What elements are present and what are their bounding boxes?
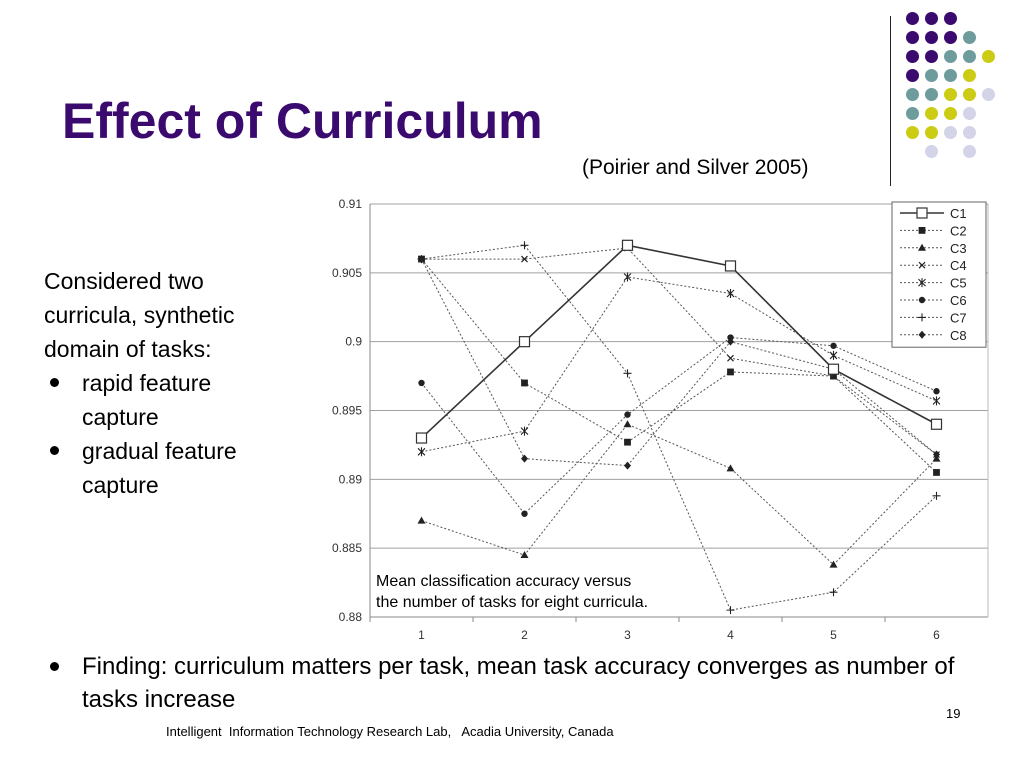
x-tick-label: 2 (521, 628, 528, 642)
point-c5 (521, 427, 528, 436)
point-c5 (830, 351, 837, 360)
bullet-item (44, 434, 294, 502)
point-c3 (418, 517, 426, 524)
decorative-dot (982, 50, 995, 63)
x-tick-label: 4 (727, 628, 734, 642)
decorative-dot (944, 107, 957, 120)
chart-container (318, 190, 994, 650)
series-line-c6 (422, 338, 937, 514)
decorative-dot (944, 31, 957, 44)
bullet-icon (50, 446, 59, 455)
y-tick-label: 0.91 (338, 197, 362, 211)
legend-label-c2: C2 (950, 223, 967, 239)
point-c6 (418, 380, 424, 386)
point-c6 (933, 388, 939, 394)
y-tick-label: 0.89 (338, 472, 362, 487)
x-tick-label: 6 (933, 628, 940, 642)
finding-block (44, 650, 964, 716)
y-tick-label: 0.905 (331, 265, 362, 280)
point-c3 (727, 464, 735, 471)
decorative-dot (925, 12, 938, 25)
decorative-dot (963, 69, 976, 82)
citation: (Poirier and Silver 2005) (582, 156, 809, 179)
decorative-dot (944, 126, 957, 139)
chart-annotation: Mean classification accuracy versus (376, 573, 632, 590)
series-line-c5 (422, 277, 937, 452)
y-tick-label: 0.885 (331, 541, 362, 556)
finding-text: Finding: curriculum matters per task, mean task accuracy converges as number of tasks increase (82, 653, 955, 713)
legend-label-c8: C8 (950, 327, 967, 343)
point-c1 (520, 337, 530, 347)
chart-annotation: the number of tasks for eight curricula. (376, 594, 649, 611)
series-line-c7 (422, 245, 937, 610)
legend-label-c7: C7 (950, 310, 967, 326)
legend-marker-c6 (919, 297, 925, 303)
decorative-dot (906, 69, 919, 82)
y-tick-label: 0.895 (331, 403, 362, 418)
bullet-list (44, 366, 294, 502)
legend-marker-c1 (917, 208, 927, 218)
decorative-dot (963, 107, 976, 120)
intro-text: Considered two curricula, synthetic domain of tasks: (44, 268, 235, 362)
decorative-dot (963, 31, 976, 44)
point-c6 (521, 511, 527, 517)
bullet-text: rapid feature capture (82, 370, 212, 430)
decorative-dot (925, 50, 938, 63)
bullet-text: gradual feature capture (82, 438, 237, 498)
decorative-dot (925, 107, 938, 120)
y-tick-label: 0.88 (338, 610, 362, 624)
point-c3 (624, 420, 632, 427)
point-c7 (830, 588, 838, 596)
bullet-item (44, 366, 294, 434)
point-c4 (728, 355, 734, 361)
page-number: 19 (946, 706, 961, 721)
point-c6 (624, 411, 630, 417)
point-c2 (624, 439, 631, 446)
series-line-c8 (422, 259, 937, 466)
point-c1 (726, 261, 736, 271)
decorative-dot (925, 88, 938, 101)
decorative-dot (944, 12, 957, 25)
bullet-icon (50, 378, 59, 387)
legend-marker-c2 (919, 227, 926, 234)
point-c1 (623, 240, 633, 250)
decorative-dot (944, 88, 957, 101)
point-c7 (521, 241, 529, 249)
point-c8 (624, 462, 631, 470)
decorative-dot (906, 12, 919, 25)
intro-block (44, 264, 294, 502)
legend-label-c1: C1 (950, 206, 967, 221)
bullet-icon (50, 662, 59, 671)
decorative-dot (925, 145, 938, 158)
slide-title: Effect of Curriculum (62, 93, 543, 149)
point-c6 (830, 343, 836, 349)
point-c1 (932, 419, 942, 429)
point-c5 (418, 447, 425, 456)
decorative-dot (963, 88, 976, 101)
decorative-dot (906, 88, 919, 101)
point-c7 (727, 606, 735, 614)
decorative-dot (906, 31, 919, 44)
decorative-dot-grid (906, 12, 1016, 172)
line-chart (318, 190, 994, 650)
decorative-dot (925, 69, 938, 82)
legend-box (892, 202, 986, 347)
x-tick-label: 1 (418, 628, 425, 642)
legend-label-c5: C5 (950, 275, 967, 291)
x-tick-label: 5 (830, 628, 837, 642)
point-c2 (933, 469, 940, 476)
decorative-dot (963, 145, 976, 158)
divider-line (890, 16, 891, 186)
point-c2 (727, 369, 734, 376)
point-c8 (521, 455, 528, 463)
point-c1 (417, 433, 427, 443)
x-tick-label: 3 (624, 628, 631, 642)
decorative-dot (944, 69, 957, 82)
decorative-dot (906, 107, 919, 120)
decorative-dot (963, 126, 976, 139)
point-c5 (933, 396, 940, 405)
point-c1 (829, 364, 839, 374)
decorative-dot (925, 126, 938, 139)
legend-label-c4: C4 (950, 258, 967, 274)
decorative-dot (925, 31, 938, 44)
decorative-dot (963, 50, 976, 63)
legend-label-c6: C6 (950, 293, 967, 308)
legend-label-c3: C3 (950, 240, 967, 256)
y-tick-label: 0.9 (345, 334, 362, 349)
decorative-dot (906, 50, 919, 63)
series-line-c3 (422, 424, 937, 564)
footer-text: Intelligent Information Technology Research Lab, Acadia University, Canada (166, 724, 614, 739)
decorative-dot (982, 88, 995, 101)
decorative-dot (906, 126, 919, 139)
decorative-dot (944, 50, 957, 63)
point-c2 (521, 380, 528, 387)
